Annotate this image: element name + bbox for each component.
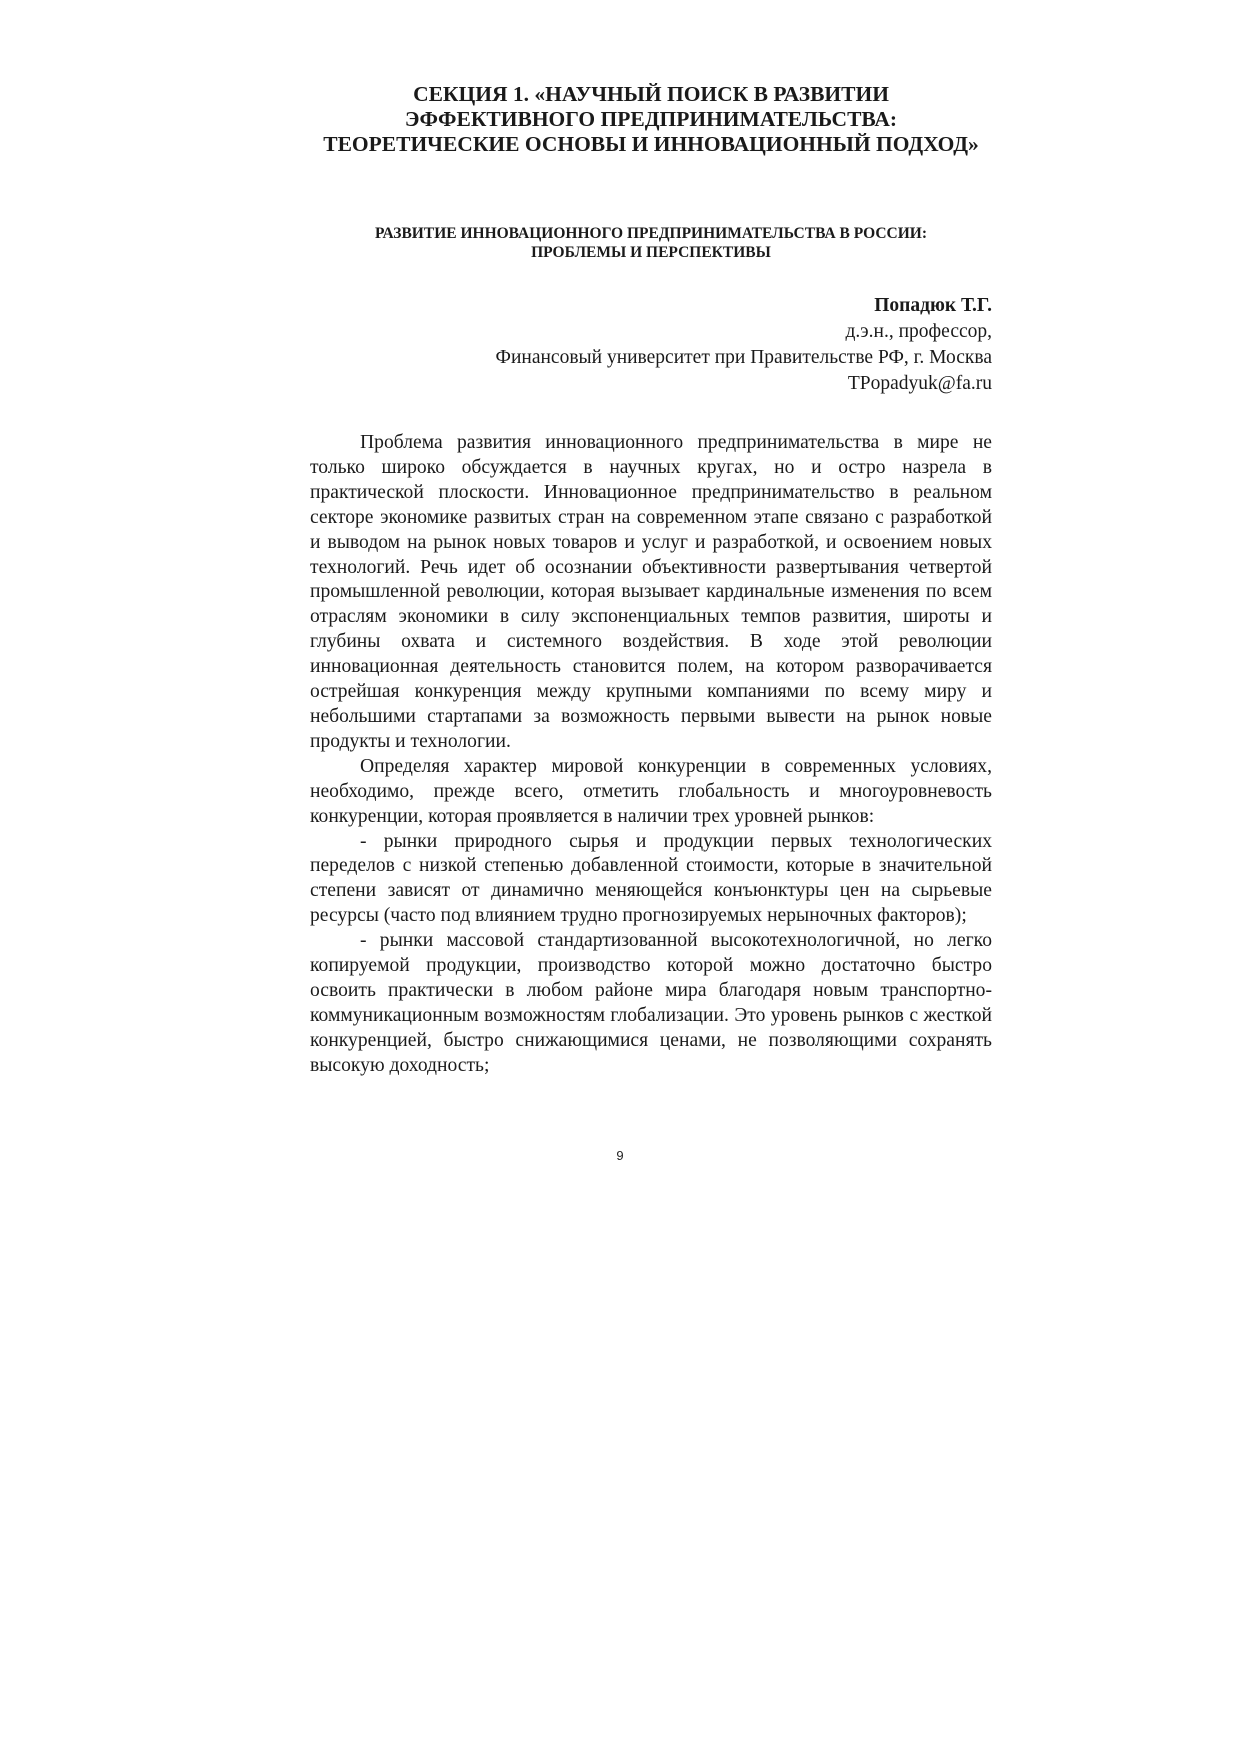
section-title-line: ЭФФЕКТИВНОГО ПРЕДПРИНИМАТЕЛЬСТВА:: [404, 107, 898, 131]
list-item: - рынки природного сырья и продукции первых технологических переделов с низкой степенью добавленной стоимости, которые в значительной степени зависят от динамично меняющейся конъюнктуры цен на сырьевые ресурсы (часто под влиянием трудно прогнозируемых нерыночных факторов);: [310, 830, 992, 927]
article-title-line: ПРОБЛЕМЫ И ПЕРСПЕКТИВЫ: [531, 244, 771, 261]
list-item: - рынки массовой стандартизованной высокотехнологичной, но легко копируемой продукции, производство которой можно достаточно быстро освоить практически в любом районе мира благодаря новым транспортно-коммуникационным возможностям глобализации. Это уровень рынков с жесткой конкуренцией, быстро снижающимися ценами, не позволяющими сохранять высокую доходность;: [310, 930, 992, 1076]
article-body: [310, 431, 992, 1079]
author-name: Попадюк Т.Г.: [874, 295, 992, 316]
author-degree: д.э.н., профессор,: [845, 321, 992, 342]
section-title-line: ТЕОРЕТИЧЕСКИЕ ОСНОВЫ И ИННОВАЦИОННЫЙ ПОДХОД»: [323, 132, 979, 156]
section-title: [310, 82, 992, 157]
body-paragraph: Проблема развития инновационного предпринимательства в мире не только широко обсуждается в научных кругах, но и остро назрела в практической плоскости. Инновационное предпринимательство в реальном секторе экономике развитых стран на современном этапе связано с разработкой и выводом на рынок новых товаров и услуг и разработкой, и освоением новых технологий. Речь идет об осознании объективности развертывания четвертой промышленной революции, которая вызывает кардинальные изменения по всем отраслям экономики в силу экспоненциальных темпов развития, широты и глубины охвата и системного воздействия. В ходе этой революции инновационная деятельность становится полем, на котором разворачивается острейшая конкуренция между крупными компаниями по всему миру и небольшими стартапами за возможность первыми вывести на рынок новые продукты и технологии.: [310, 432, 992, 752]
author-block: [310, 293, 992, 397]
page-number: 9: [616, 1148, 624, 1163]
body-paragraph: Определяя характер мировой конкуренции в современных условиях, необходимо, прежде всего, отметить глобальность и многоуровневость конкуренции, которая проявляется в наличии трех уровней рынков:: [310, 755, 992, 827]
article-title-line: РАЗВИТИЕ ИННОВАЦИОННОГО ПРЕДПРИНИМАТЕЛЬСТВА В РОССИИ:: [374, 225, 928, 242]
article-title: [310, 224, 992, 262]
section-title-line: СЕКЦИЯ 1. «НАУЧНЫЙ ПОИСК В РАЗВИТИИ: [413, 82, 889, 106]
author-affiliation: Финансовый университет при Правительстве РФ, г. Москва: [495, 347, 992, 368]
document-page: [310, 82, 992, 1079]
author-email: TPopadyuk@fa.ru: [847, 373, 992, 394]
